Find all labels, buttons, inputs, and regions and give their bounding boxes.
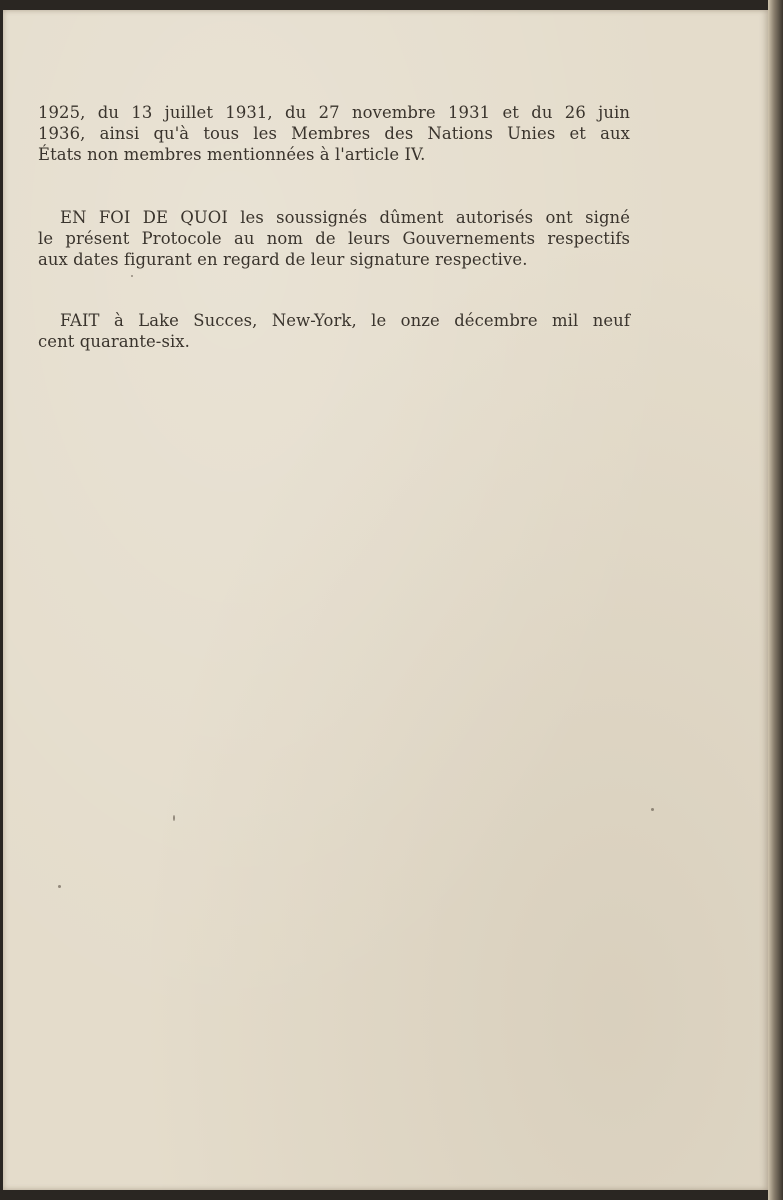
text-line: cent quarante-six.: [38, 332, 190, 351]
text-line: États non membres mentionnées à l'article IV.: [38, 145, 426, 164]
text-line: le présent Protocole au nom de leurs Gouvernements respectifs: [38, 229, 630, 248]
text-line: aux dates figurant en regard de leur signature respective.: [38, 250, 528, 269]
paper-speck: [131, 275, 133, 277]
text-line: FAIT à Lake Succes, New-York, le onze décembre mil neuf: [60, 311, 630, 330]
paper-speck: [173, 815, 175, 821]
text-line: 1925, du 13 juillet 1931, du 27 novembre 1931 et du 26 juin: [38, 103, 630, 122]
paragraph-en-foi-de-quoi: [38, 207, 630, 270]
paper-speck: [651, 808, 654, 811]
paragraph-closing-references: [38, 102, 630, 165]
paper-speck: [58, 885, 61, 888]
text-line: EN FOI DE QUOI les soussignés dûment autorisés ont signé: [60, 208, 630, 227]
text-line: 1936, ainsi qu'à tous les Membres des Nations Unies et aux: [38, 124, 630, 143]
paragraph-fait-a: [38, 310, 630, 352]
page-edge-shadow: [768, 0, 783, 1200]
document-page: [3, 10, 768, 1190]
